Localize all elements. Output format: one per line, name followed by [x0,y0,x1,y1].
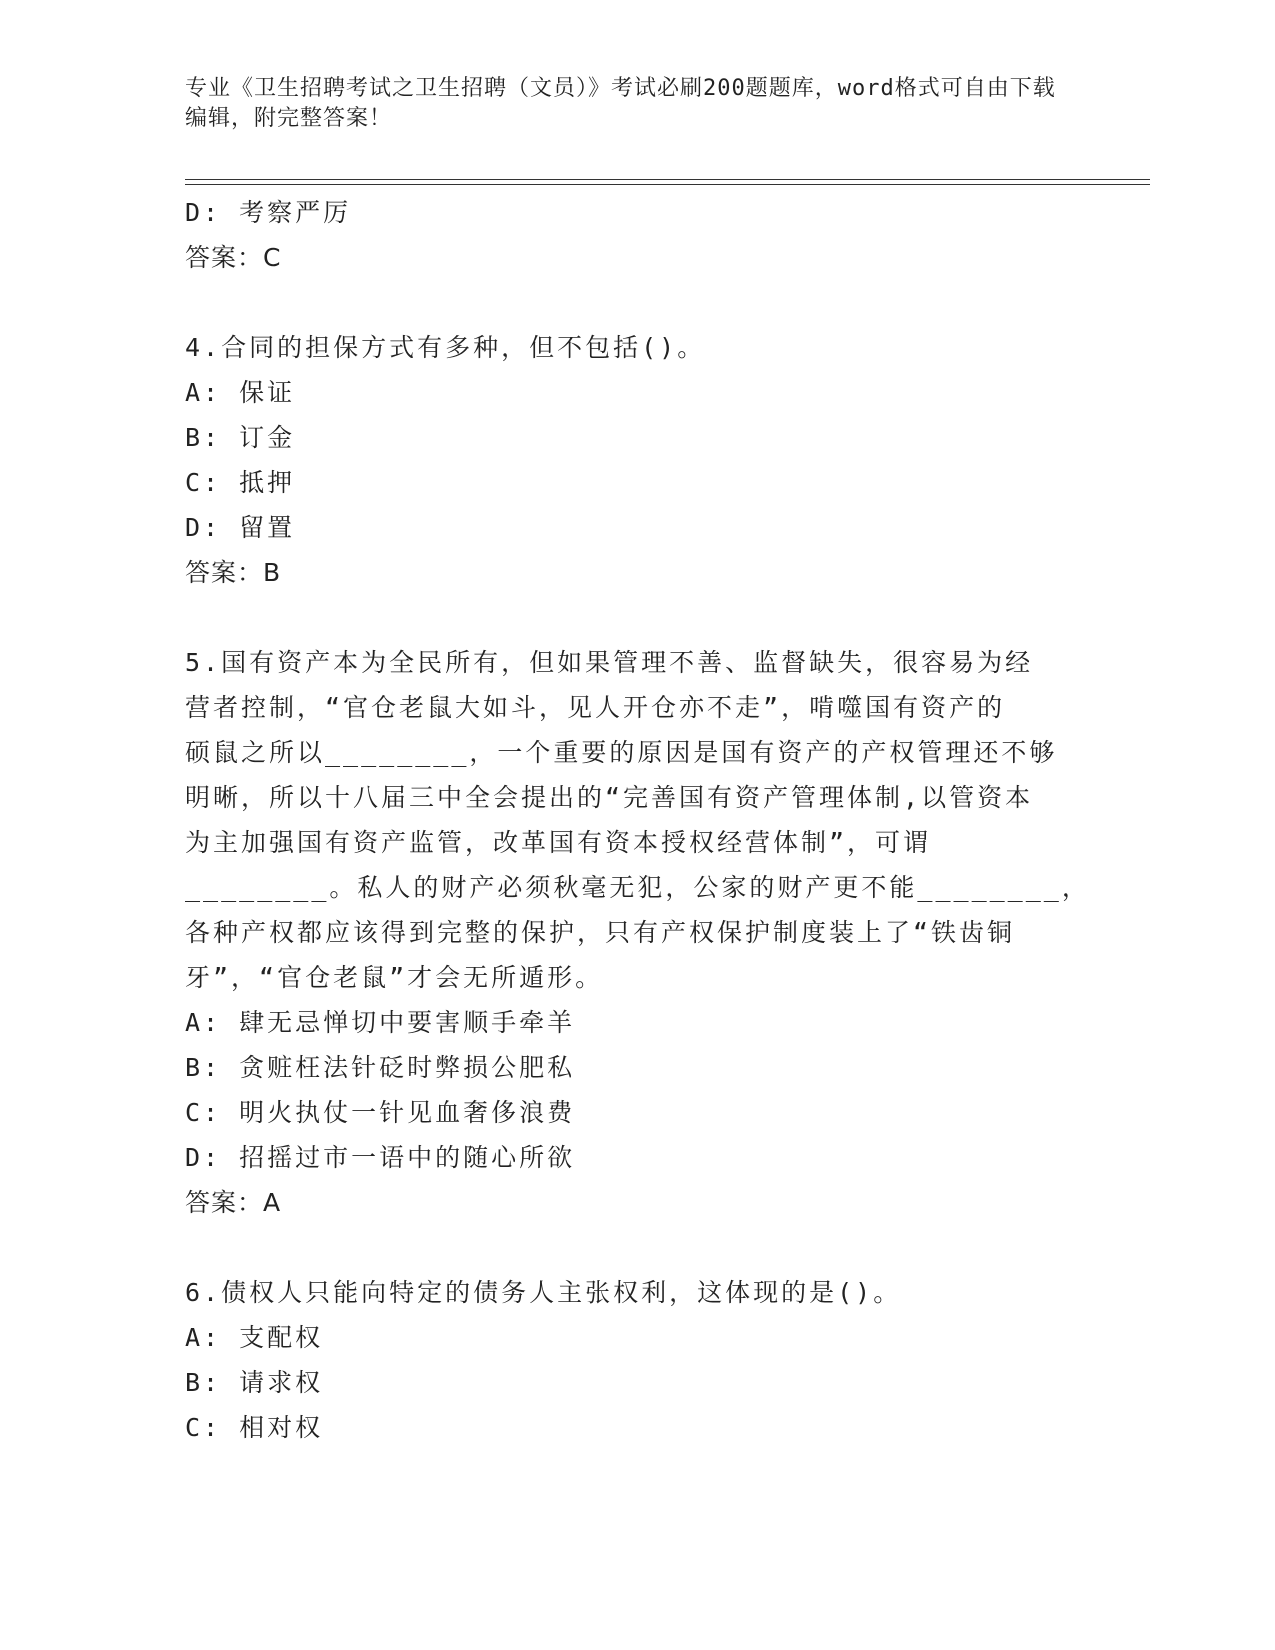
question-stem-line: 硕鼠之所以________，一个重要的原因是国有资产的产权管理还不够 [185,738,1058,767]
question-stem-line: 营者控制，“官仓老鼠大如斗，见人开仓亦不走”，啃噬国有资产的 [185,693,1006,722]
option-a: A: 保证 [185,378,296,407]
option-b: B: 订金 [185,423,296,452]
question-stem: 6.债权人只能向特定的债务人主张权利，这体现的是()。 [185,1278,902,1307]
question-stem-line: 5.国有资产本为全民所有，但如果管理不善、监督缺失，很容易为经 [185,648,1034,677]
question-5 [185,640,1090,1225]
header-rule-bottom [185,184,1150,185]
option-d: D: 招摇过市一语中的随心所欲 [185,1143,576,1172]
option-c: C: 明火执仗一针见血奢侈浪费 [185,1098,576,1127]
question-stem-line: ________。私人的财产必须秋毫无犯，公家的财产更不能________， [185,873,1090,902]
question-stem-line: 明晰，所以十八届三中全会提出的“完善国有资产管理体制,以管资本 [185,783,1034,812]
answer: 答案：A [185,1188,282,1217]
answer: 答案：B [185,558,282,587]
question-stem-line: 牙”，“官仓老鼠”才会无所遁形。 [185,963,604,992]
question-4 [185,325,1065,595]
option-a: A: 支配权 [185,1323,324,1352]
question-stem-line: 为主加强国有资产监管，改革国有资本授权经营体制”，可谓 [185,828,932,857]
question-content [185,190,1090,1450]
option-d: D: 考察严厉 [185,198,352,227]
option-d: D: 留置 [185,513,296,542]
question-6 [185,1270,1065,1450]
option-a: A: 肆无忌惮切中要害顺手牵羊 [185,1008,576,1037]
option-c: C: 抵押 [185,468,296,497]
option-c: C: 相对权 [185,1413,324,1442]
option-b: B: 贪赃枉法针砭时弊损公肥私 [185,1053,576,1082]
question-stem: 4.合同的担保方式有多种，但不包括()。 [185,333,706,362]
page-header: 专业《卫生招聘考试之卫生招聘（文员）》考试必刷200题题库，word格式可自由下载编辑，附完整答案！ [185,76,1056,131]
option-b: B: 请求权 [185,1368,324,1397]
question-3-tail [185,190,1065,280]
header-rule-top [185,179,1150,180]
question-stem-line: 各种产权都应该得到完整的保护，只有产权保护制度装上了“铁齿铜 [185,918,1016,947]
answer: 答案：C [185,243,282,272]
